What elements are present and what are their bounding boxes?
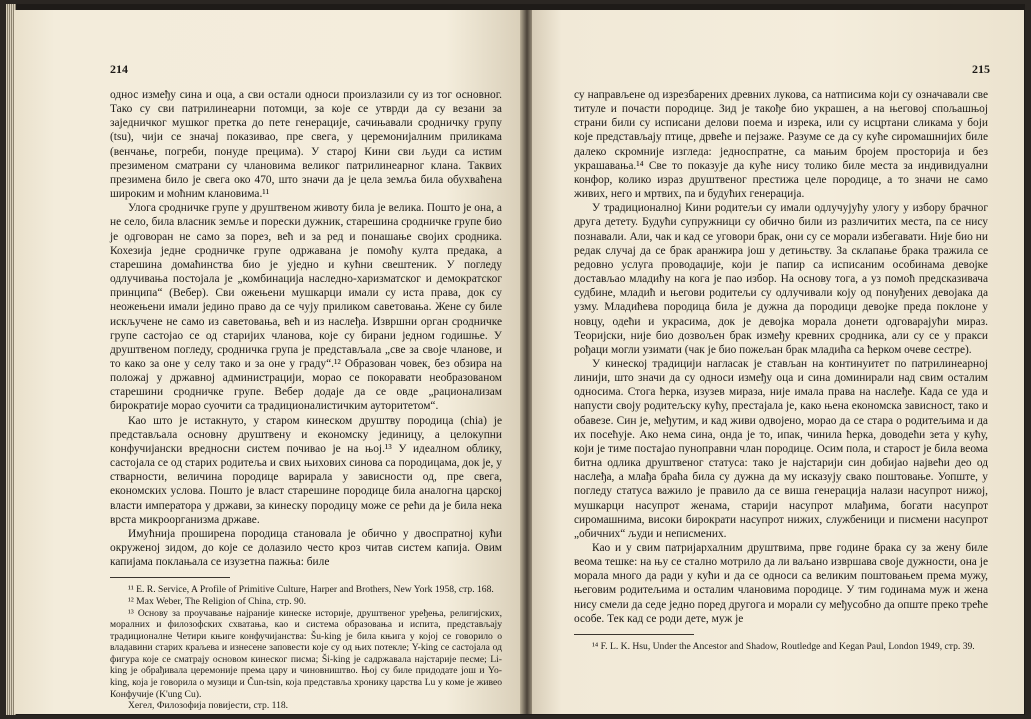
page-number-right: 215 bbox=[972, 62, 990, 76]
right-page bbox=[532, 10, 1024, 714]
footnote-divider bbox=[574, 634, 694, 635]
paragraph: Улога сродничке групе у друштвеном животу била је велика. Пошто је она, а не село, била власник земље и порески дужник, старешина сродничке групе био је одговоран не само за порез, већ и за ред и понашање својих сродника. Кохезија једне сродничке групе одржавана је помоћу култа предака, а старешина домаћинства био је уједно и кућни свештеник. У погледу одлучивања постојала је „комбинација наследно-харизматског и демократског принципа“ (Вебер). Сви ожењени мушкарци имали су иста права, док су неожењени имали једино право да се чују приликом саветовања. Жене су биле искључене не само из саветовања, већ и из наслеђа. Извршни орган сродничке групе састојао се од старијих чланова, које су бирани једном годишње. У друштвеном погледу, сродничка група је представљала „све за своје чланове, и то како за оне у селу тако и за оне у граду“.¹² Образован човек, без обзира на положај у државној администрацији, морао се покоравати необразованом старешини сродничке групе. Вебер додаје да се овде „рационализам бирократије морао суочити са традиционалистичким ауторитетом“. bbox=[110, 202, 502, 413]
paragraph: Као што је истакнуто, у старом кинеском друштву породица (chia) је представљала основну друштвену и економску јединицу, а целокупни конфучијански вредносни систем почивао је на њој.¹³ У идеалном облику, састојала се од старих родитеља и свих њихових синова са породицама, док је, у стварности, величина породице варирала у зависности од, пре свега, економских услова. Пошто је власт старешине породице била аналогна царској власти императора у држави, за кинеску породицу може се рећи да је била нека врста микроорганизма државе. bbox=[110, 414, 502, 526]
footnote: ¹⁴ F. L. K. Hsu, Under the Ancestor and Shadow, Routledge and Kegan Paul, London 1949, стр. 39. bbox=[592, 640, 975, 652]
footnote-divider bbox=[110, 577, 230, 578]
paragraph: Као и у свим патријархалним друштвима, прве године брака су за жену биле веома тешке: на њу се стално мотрило да ли ваљано извршава своје дужности, она је морала много да ради у кући и да се односи са великим поштовањем према мужу, његовим родитељима и осталим члановима породице. У тим годинама муж и жена нису смели да седе једно поред другога и морали су међусобно да опште преко треће особе. Тек кад се роди дете, муж је bbox=[574, 542, 988, 625]
open-book bbox=[6, 4, 1025, 715]
paragraph: У традиционалној Кини родитељи су имали одлучујућу улогу у избору брачног друга детету. Будући супружници су обично били из различитих места, па се нису познавали. Али, чак и кад се уговори брак, они су се морали избегавати. Није био ни редак случај да се брак аранжира још у детињству. За склапање брака тражила се редовно услуга проводаџије, који је папир са исписаним особинама девојке достављао младићу на кога је пао избор. На основу тога, а уз помоћ предсказивача судбине, младић и његови родитељи су одлучивали коју од понуђених девојака да узму. Младићева породица била је дужна да породици девојке преда поклоне у новцу, одећи и украсима, док је девојка морала донети одговарајући мираз. Теоријски, није био дозвољен брак између кревних сродника, али су се у пракси рођаци могли узимати (чак је био пожељан брак младића са ћерком очеве сестре). bbox=[574, 202, 988, 356]
footnote: ¹³ Основу за проучавање најраније кинеске историје, друштвеног уређења, религијских, моралних и филозофских схватања, као и система образовања и испита, представљају традиционалне Четири књиге конфучијанства: Šu-king је била књига у којој се говорило о владавини старих краљева и изнесене заповести које су од њих потекле; Y-king се састојала од фигура које се сматрају основом кинеског писма; Ši-king је садржавала најстарије песме; Li-king је обрађивала церемоније према цару и чиновништво. Њој су биле придодате још и Yo-king, која је говорила о музици и Čun-tsin, која представља хронику царства Lu у коме је живео Конфучије (K'ung Cu). bbox=[110, 607, 502, 700]
paragraph: однос између сина и оца, а сви остали односи произлазили су из тог основног. Тако су сви патрилинеарни потомци, за које се утврди да су везани за заједничког мушког претка до пете генерације, сачињавали сродничку групу (tsu), чији се значај показивао, пре свега, у церемонијалним приликама (венчање, погреби, понуде прецима). У старој Кини сви људи са истим презименом сматрани су члановима великог патрилинеарног клана. Таквих презимена било је свега око 470, што значи да је цела земља била обухваћена широким и моћним клановима.¹¹ bbox=[110, 89, 502, 201]
footnote: ¹¹ E. R. Service, A Profile of Primitive Culture, Harper and Brothers, New York 1958, стр. 168. bbox=[128, 584, 494, 596]
left-text-block bbox=[110, 88, 502, 712]
right-text-block bbox=[574, 88, 988, 653]
paragraph: Имућнија проширена породица становала је обично у двоспратној кући окруженој зидом, до које се долазило често кроз читав систем капија. Овим капијама поклањала се изузетна пажња: биле bbox=[110, 527, 502, 569]
footnote: ¹² Max Weber, The Religion of China, стр. 90. bbox=[128, 595, 307, 607]
page-number-left: 214 bbox=[110, 62, 128, 76]
footnote: Хегел, Филозофија повијести, стр. 118. bbox=[128, 700, 289, 712]
paragraph: су направљене од изрезбарених древних лукова, са натписима који су означавали све титуле и почасти породице. Зид је такође био украшен, а на његовој спољашњој страни били су исписани делови поема и изрека, или су исцртани сликама у боји које представљају птице, дрвеће и пејзаже. Разуме се да су куће сиромашнијих биле далеко скромније изгледа: једноспратне, са мањим бројем просторија и без украшавања.¹⁴ Све то показује да куће нису толико биле места за индивидуални конфор, колико израз друштвеног престижа целе породице, а то значи не само живих, него и мртвих, па и будућих генерација. bbox=[574, 89, 988, 201]
paragraph: У кинеској традицији нагласак је стављан на континуитет по патрилинеарној линији, што значи да су односи између оца и сина доминирали над свим осталим односима. Стога ћерка, изузев мираза, није имала права на наслеђе. Када се уда и напусти своју родитељску кућу, престајала је, како њена економска зависност, тако и обавезе. Син је, међутим, и кад живи одвојено, морао да се стара о родитељима и да их посећује. Ако нема сина, онда је то, ипак, чинила ћерка, доводећи зета у кућу, који је тиме постајао пуноправни члан породице. Осим пола, и старост је била веома битна одлика друштвеног статуса: тако је најстарији син добијао највећи део од наслеђа, а млађа браћа била су дужна да му исказују свако поштовање. Уопште, у погледу статуса важило је правило да се виша генерација налази насупрот нижој, мушкарци насупрот женама, старији насупрот млађима, богати насупрот сиромашнима, високи бирократи насупрот нижих, службеници и писмени насупрот „обичних“ људи и неписмених. bbox=[574, 357, 988, 540]
left-page bbox=[14, 10, 522, 714]
